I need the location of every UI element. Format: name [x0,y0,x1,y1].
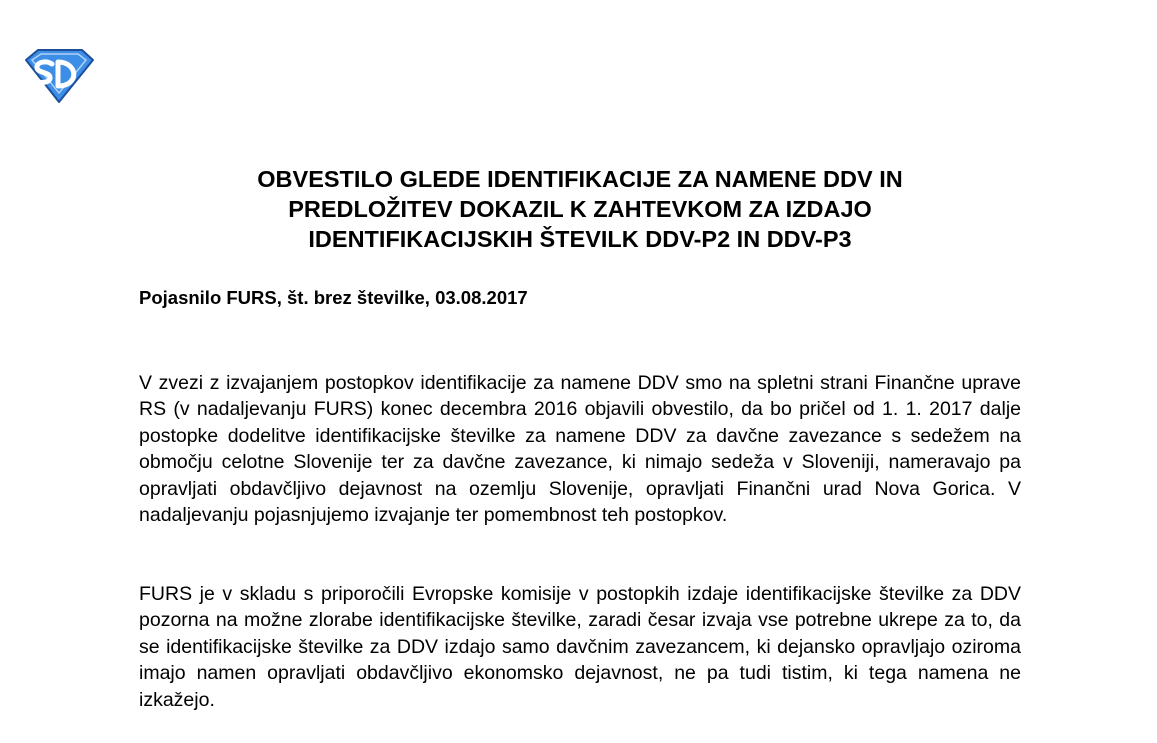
title-line: PREDLOŽITEV DOKAZIL K ZAHTEVKOM ZA IZDAJO [288,196,872,222]
title-line: OBVESTILO GLEDE IDENTIFIKACIJE ZA NAMENE DDV IN [257,166,903,192]
logo-icon [22,48,96,104]
body-paragraph: V zvezi z izvajanjem postopkov identifikacije za namene DDV smo na spletni strani Finančne uprave RS (v nadaljevanju FURS) konec decembra 2016 objavili obvestilo, da bo pričel od 1. 1. 2017 dalje postopke dodelitve identifikacijske številke za namene DDV za davčne zavezance s sedežem na območju celotne Slovenije ter za davčne zavezance, ki nimajo sedeža v Sloveniji, nameravajo pa opravljati obdavčljivo dejavnost na ozemlju Slovenije, opravljati Finančni urad Nova Gorica. V nadaljevanju pojasnjujemo izvajanje ter pomembnost teh postopkov. [139,372,1021,527]
title-line: IDENTIFIKACIJSKIH ŠTEVILK DDV-P2 IN DDV-P3 [308,226,852,252]
document-title [120,164,1040,254]
body-paragraph: FURS je v skladu s priporočili Evropske komisije v postopkih izdaje identifikacijske številke za DDV pozorna na možne zlorabe identifikacijske številke, zaradi česar izvaja vse potrebne ukrepe za to, da se identifikacijske številke za DDV izdajo samo davčnim zavezancem, ki dejansko opravljajo oziroma imajo namen opravljati obdavčljivo ekonomsko dejavnost, ne pa tudi tistim, ki tega namena ne izkažejo. [139,583,1021,711]
document-subtitle: Pojasnilo FURS, št. brez številke, 03.08.2017 [139,287,528,308]
